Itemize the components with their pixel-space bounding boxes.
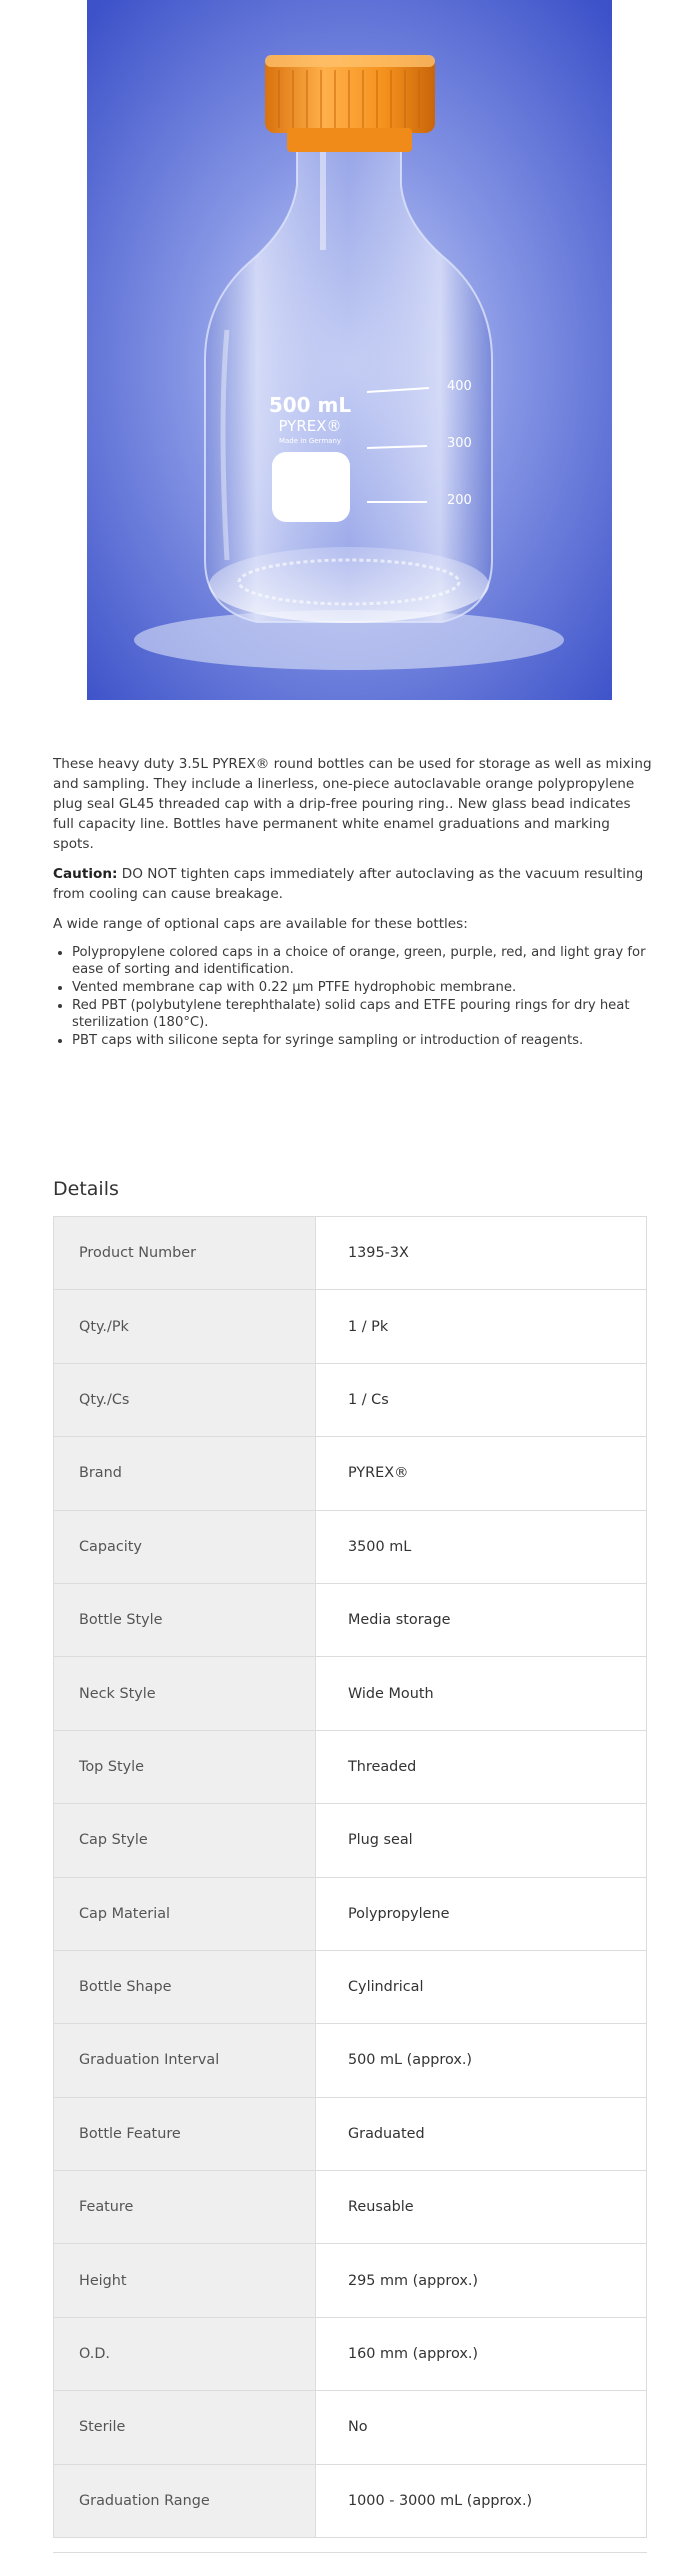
row-label: Graduation Range (54, 2464, 316, 2537)
row-value: 295 mm (approx.) (316, 2244, 647, 2317)
row-value: 160 mm (approx.) (316, 2317, 647, 2390)
table-row (54, 1583, 647, 1656)
table-row (54, 2391, 647, 2464)
list-item: • PBT caps with silicone septa for syringe sampling or introduction of reagents. (72, 1032, 653, 1049)
row-value: 1395-3X (316, 1217, 647, 1290)
row-value: No (316, 2391, 647, 2464)
row-label: Cap Style (54, 1804, 316, 1877)
row-value: Cylindrical (316, 1950, 647, 2023)
table-row (54, 1510, 647, 1583)
table-row (54, 1730, 647, 1803)
list-item: • Vented membrane cap with 0.22 µm PTFE hydrophobic membrane. (72, 979, 653, 996)
cap-options-list (53, 944, 653, 1049)
product-description (53, 754, 653, 1050)
details-table (53, 1216, 647, 2538)
row-value: Media storage (316, 1583, 647, 1656)
table-row (54, 1217, 647, 1290)
table-row (54, 2171, 647, 2244)
description-intro: These heavy duty 3.5L PYREX® round bottles can be used for storage as well as mixing and sampling. They include a linerless, one-piece autoclavable orange polypropylene plug seal GL45 threaded cap with a drip-free pouring ring.. New glass bead indicates full capacity line. Bottles have permanent white enamel graduations and marking spots. (53, 756, 652, 852)
list-item: • Polypropylene colored caps in a choice of orange, green, purple, red, and light gray for ease of sorting and identification. (72, 944, 653, 978)
row-label: O.D. (54, 2317, 316, 2390)
row-value: Graduated (316, 2097, 647, 2170)
bottle-brand-label: PYREX® (278, 417, 342, 435)
row-value: 1000 - 3000 mL (approx.) (316, 2464, 647, 2537)
graduation-mark-400: 400 (447, 379, 472, 394)
table-row (54, 1437, 647, 1510)
graduation-mark-200: 200 (447, 493, 472, 508)
bottle-capacity-label: 500 mL (268, 393, 352, 417)
row-label: Bottle Style (54, 1583, 316, 1656)
caution-label: Caution: (53, 866, 118, 882)
bottom-divider (53, 2552, 647, 2553)
table-row (54, 2097, 647, 2170)
row-label: Qty./Pk (54, 1290, 316, 1363)
row-label: Qty./Cs (54, 1363, 316, 1436)
row-value: 500 mL (approx.) (316, 2024, 647, 2097)
table-row (54, 1877, 647, 1950)
product-image (87, 0, 612, 700)
table-row (54, 1363, 647, 1436)
row-label: Sterile (54, 2391, 316, 2464)
options-intro: A wide range of optional caps are available for these bottles: (53, 916, 468, 932)
row-label: Brand (54, 1437, 316, 1510)
table-row (54, 2244, 647, 2317)
caution-paragraph (53, 864, 653, 904)
row-label: Bottle Feature (54, 2097, 316, 2170)
details-heading: Details (53, 1178, 119, 1200)
caution-text: DO NOT tighten caps immediately after autoclaving as the vacuum resulting from cooling can cause breakage. (53, 866, 644, 902)
table-row (54, 2464, 647, 2537)
row-value: PYREX® (316, 1437, 647, 1510)
row-value: 1 / Cs (316, 1363, 647, 1436)
graduation-mark-300: 300 (447, 436, 472, 451)
table-row (54, 1804, 647, 1877)
row-label: Feature (54, 2171, 316, 2244)
table-row (54, 1290, 647, 1363)
list-item: • Red PBT (polybutylene terephthalate) solid caps and ETFE pouring rings for dry heat sterilization (180°C). (72, 997, 653, 1031)
row-label: Top Style (54, 1730, 316, 1803)
row-label: Graduation Interval (54, 2024, 316, 2097)
row-value: Wide Mouth (316, 1657, 647, 1730)
row-label: Capacity (54, 1510, 316, 1583)
row-label: Cap Material (54, 1877, 316, 1950)
row-value: Plug seal (316, 1804, 647, 1877)
table-row (54, 2024, 647, 2097)
row-label: Height (54, 2244, 316, 2317)
table-row (54, 1657, 647, 1730)
row-value: Reusable (316, 2171, 647, 2244)
row-value: 1 / Pk (316, 1290, 647, 1363)
row-label: Bottle Shape (54, 1950, 316, 2023)
row-value: 3500 mL (316, 1510, 647, 1583)
row-label: Product Number (54, 1217, 316, 1290)
row-label: Neck Style (54, 1657, 316, 1730)
row-value: Threaded (316, 1730, 647, 1803)
table-row (54, 1950, 647, 2023)
bottle-origin-label: Made in Germany (278, 437, 342, 445)
table-row (54, 2317, 647, 2390)
row-value: Polypropylene (316, 1877, 647, 1950)
